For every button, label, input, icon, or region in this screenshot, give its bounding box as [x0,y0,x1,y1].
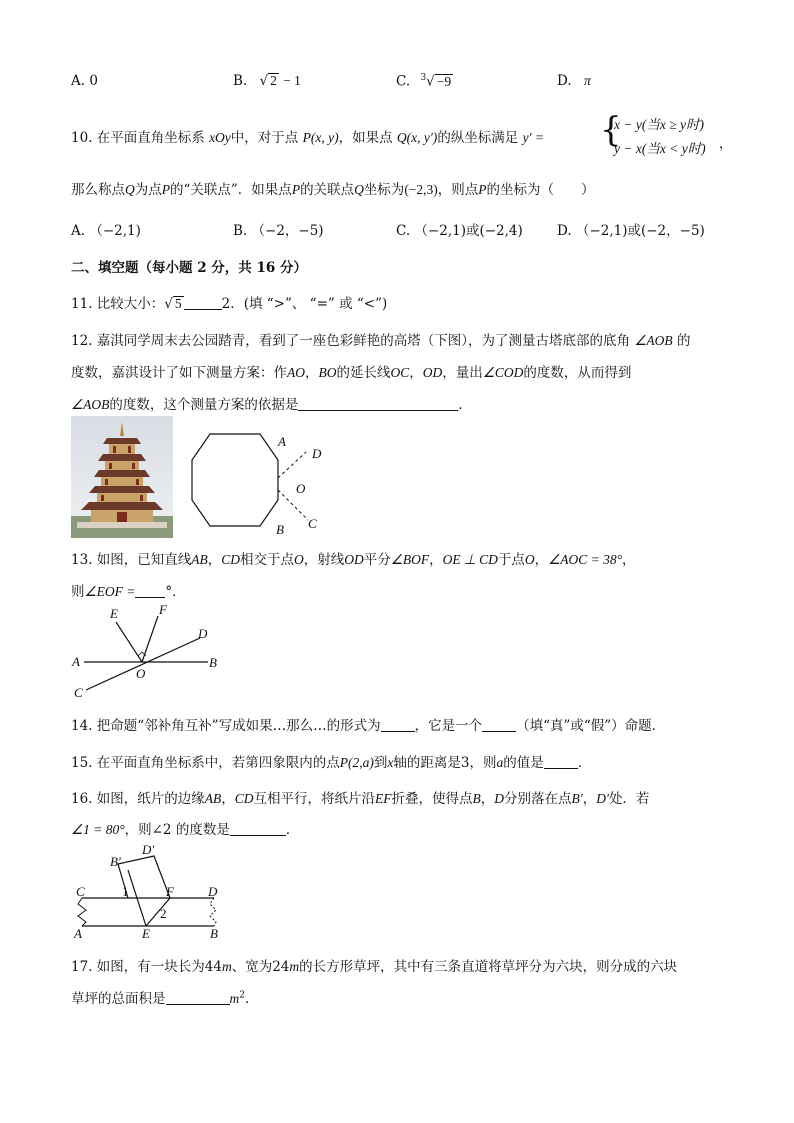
q10-case1: x − y(当x ≥ y时) [614,117,704,132]
q12-line1: 12. 嘉淇同学周末去公园踏青，看到了一座色彩鲜艳的高塔（下图），为了测量古塔底部的底角 ∠AOB 的 [71,333,691,349]
section-heading: 二、填空题（每小题 2 分，共 16 分） [71,260,307,276]
label-b: B [209,655,217,670]
label-d: D [208,884,218,899]
q9-option-b: B. √ 2 − 1 [233,73,301,89]
q17-line2: 草坪的总面积是 $m^2$． [71,990,259,1007]
label-b: B [210,926,218,941]
answer-blank[interactable] [298,396,458,411]
label-f: F [166,884,174,899]
answer-blank[interactable] [135,583,165,598]
q10-option-c: C. （−2,1)或(−2,4) [396,223,523,239]
label-d-prime: D′ [142,842,155,857]
answer-blank[interactable] [166,990,230,1005]
q12-line3: ∠AOB的度数，这个测量方案的依据是 ． [71,397,472,413]
label-o: O [136,666,146,681]
label-a: A [74,926,82,941]
q9-option-c: C. $^3$√ −9 [396,73,452,90]
label-e: E [142,926,150,941]
q15: 15. 在平面直角坐标系中，若第四象限内的点P(2,a)到x轴的距离是3，则a的值是 ． [71,755,592,771]
q10-tail: ， [719,136,733,152]
q10-line1: 10. 在平面直角坐标系 xOy中，对于点 P(x, y)，如果点 Q(x, y′)的纵坐标满足 y′ = [71,130,545,146]
label-b-prime: B′ [110,854,121,869]
q12-line2: 度数，嘉淇设计了如下测量方案：作AO，BO的延长线OC，OD，量出∠COD的度数，从而得到 [71,365,632,381]
q10-option-b: B. （−2，−5) [233,223,324,239]
q11: 11. 比较大小：√ 5 2．(填 “>”、 “=” 或 “<”) [71,296,388,312]
answer-blank[interactable] [482,717,516,732]
label-angle-2: 2 [160,906,167,921]
label-a: A [72,654,80,669]
line-cd [86,638,200,690]
q13-line2: 则∠EOF = °． [71,584,186,600]
extension-od [278,452,306,478]
answer-blank[interactable] [184,295,222,310]
ray-of [142,616,158,662]
q10-case2: y − x(当x < y时) [614,141,706,156]
q9-option-a: A. 0 [71,73,98,89]
q10-line2: 那么称点Q为点P的“关联点”．如果点P的关联点Q坐标为(−2,3)，则点P的坐标为（ ） [71,182,595,198]
sqrt-sign: √ [259,73,269,89]
lines-diagram [66,600,236,700]
label-c: C [308,516,317,531]
label-o: O [296,481,306,496]
q10-option-d: D. （−2,1)或(−2，−5) [557,223,705,239]
label-d: D [198,626,208,641]
q16-line1: 16. 如图，纸片的边缘AB，CD互相平行，将纸片沿EF折叠，使得点B，D分别落在点B′，D′处．若 [71,791,650,807]
label-b: B [276,522,284,537]
fold-diagram [66,838,236,944]
octagon-shape [192,434,278,526]
label-c: C [74,685,83,700]
label-a: A [278,434,286,449]
torn-edge-left [78,898,86,926]
label-angle-1: 1 [122,884,129,899]
q14: 14. 把命题“邻补角互补”写成如果…那么…的形式为 ，它是一个 （填“真”或“假”）命题． [71,718,666,734]
q10-brace: { [600,110,622,150]
label-d: D [312,446,322,461]
pagoda-image [71,416,173,538]
torn-edge-right [210,898,216,926]
q17-line1: 17. 如图，有一块长为44m、宽为24m的长方形草坪，其中有三条直道将草坪分为六块，则分成的六块 [71,959,678,975]
octagon-diagram [186,430,336,540]
label-e: E [110,606,118,621]
q16-line2: ∠1 = 80°，则∠2 的度数是 ． [71,822,300,838]
answer-blank[interactable] [544,754,578,769]
q10-option-a: A. （−2,1) [71,223,141,239]
answer-blank[interactable] [230,821,286,836]
q13-line1: 13. 如图，已知直线AB，CD相交于点O，射线OD平分∠BOF，OE ⊥ CD于点O，∠AOC = 38°， [71,552,636,568]
answer-blank[interactable] [381,717,415,732]
label-f: F [159,602,167,617]
label-c: C [76,884,85,899]
q9-option-d: D. π [557,73,591,89]
